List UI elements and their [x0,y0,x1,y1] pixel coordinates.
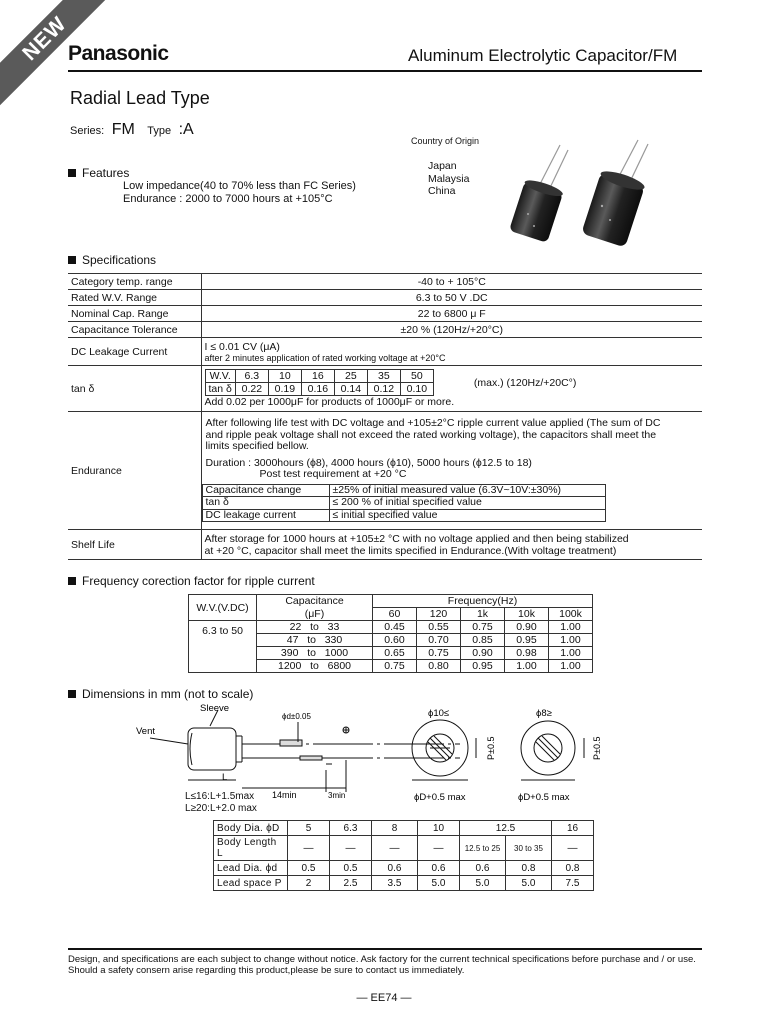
endurance-duration: Duration : 3000hours (ϕ8), 4000 hours (ϕ10), 5000 hours (ϕ12.5 to 18) [205,456,532,469]
dims-row: Body Dia. ϕD 5 6.3 8 10 12.5 16 [214,821,594,836]
freq-row: 6.3 to 50 22 to 33 0.45 0.55 0.75 0.90 1.00 [189,621,593,634]
header-rule [68,70,702,72]
specifications-table [68,273,702,560]
spec-label: Category temp. range [68,274,201,290]
spec-value: After storage for 1000 hours at +105±2 °C with no voltage applied and then being stabilized at +20 °C, capacitor shall meet the limits specified in Endurance.(With voltage treatment) [201,530,702,560]
features-list [123,180,356,206]
lead-dia-label: ϕd±0.05 [282,712,311,721]
series-value: FM [111,121,135,138]
length-tolerance-line: L≤16:L+1.5max [185,791,255,802]
phi8-label: ϕ8≥ [536,708,552,719]
dims-row: Lead Dia. ϕd 0.5 0.5 0.6 0.6 0.6 0.8 0.8 [214,861,594,876]
spec-row-dc-leakage [68,338,702,366]
spec-value: -40 to + 105°C [201,274,702,290]
origin-country: Malaysia [428,172,470,185]
spec-row [68,322,702,338]
length-tolerance-line: L≥20:L+2.0 max [185,803,257,814]
feature-line: Low impedance(40 to 70% less than FC Series) [123,180,356,192]
sleeve-label: Sleeve [200,703,230,714]
pitch-label-a: P±0.5 [486,736,496,760]
document-title: Aluminum Electrolytic Capacitor/FM [408,46,678,65]
length-tolerance [185,791,257,815]
dimensions-table [213,820,594,891]
tand-table: W.V. 6.3 10 16 25 35 50 tan δ 0.22 0.19 0.16 0.14 0.12 0.10 [205,369,434,396]
length-label: L [222,772,228,783]
spec-label: Endurance [68,412,201,530]
freq-wv-value: 6.3 to 50 [189,621,257,673]
frequency-heading: Frequency corection factor for ripple current [68,574,315,588]
series-line [70,121,194,139]
spec-label: Capacitance Tolerance [68,322,201,338]
dc-leak-formula: I ≤ 0.01 CV (μA) [204,340,280,353]
spec-label: Nominal Cap. Range [68,306,201,322]
endurance-text: After following life test with DC voltage and +105±2°C ripple current value applied (The sum of DC and ripple peak voltage shall not exceed the rated working voltage), the capacitors shall meet the limits specified bellow. [205,417,661,452]
tand-note: Add 0.02 per 1000μF for products of 1000μF or more. [204,396,455,408]
origin-country: China [428,185,456,197]
freq-cap-head: Capacitance [257,595,373,608]
spec-row [68,290,702,306]
spec-value [201,338,702,366]
dimensions-heading: Dimensions in mm (not to scale) [68,687,253,701]
specifications-heading: Specifications [68,253,156,267]
body-dia-right-label: ϕD+0.5 max [518,792,570,803]
spec-row-tand [68,366,702,412]
tand-condition: (max.) (120Hz/+20C°) [473,376,577,389]
three-min-label: 3min [328,791,346,800]
footer-rule [68,948,702,950]
origin-list [428,160,469,198]
spec-value: 6.3 to 50 V .DC [201,290,702,306]
endurance-grid: Capacitance change ±25% of initial measured value (6.3V~10V:±30%) tan δ ≤ 200 % of initial specified value DC leakage current ≤ initial specified value [202,484,606,523]
freq-wv-head: W.V.(V.DC) [189,595,257,621]
brand-logo: Panasonic [68,42,169,65]
phi10-label: ϕ10≤ [428,708,450,719]
disclaimer: Design, and specifications are each subject to change without notice. Ask factory for the current technical specifications before purchase and / or use. Should a safety consern arise regarding this product,please be sure to contact us immediately. [68,954,696,976]
dims-row: Lead space P 2 2.5 3.5 5.0 5.0 5.0 7.5 [214,876,594,891]
spec-value: 22 to 6800 μ F [201,306,702,322]
tand-head: tan δ [205,383,235,396]
type-label: Type [147,125,172,137]
spec-label: DC Leakage Current [68,338,201,366]
lead-min-label: 14min [272,790,297,800]
spec-value [201,366,702,412]
spec-value [201,412,702,530]
frequency-table: W.V.(V.DC) Capacitance Frequency(Hz) (μF) 60 120 1k 10k 100k 6.3 to 50 22 to 33 0.45 0.55 0.75 0.90 1.00 47 to 330 0.60 0.70 0.85 0.95 1.00 390 to 1000 0.65 0.75 0.90 0.98 1.00 1200 to 6800 0.75 0.80 0.95 1.00 1.00 [188,594,593,673]
origin-label: Country of Origin [411,136,480,146]
series-label: Series: [70,125,105,137]
endurance-post: Post test requirement at +20 °C [259,468,407,480]
dc-leak-condition: after 2 minutes application of rated working voltage at +20°C [204,352,446,363]
capacitor-photo [498,140,668,255]
freq-head: Frequency(Hz) [373,595,593,608]
type-value: :A [178,121,194,138]
new-ribbon: NEW [0,0,116,110]
spec-label: Shelf Life [68,530,201,560]
sub-title: Radial Lead Type [70,88,210,108]
features-heading: Features [68,166,129,180]
pitch-label-b: P±0.5 [592,736,602,760]
tand-head: W.V. [205,370,235,383]
dims-row: Body Length L — — — — 12.5 to 25 30 to 35 — [214,836,594,861]
spec-row-endurance [68,412,702,530]
vent-label: Vent [136,726,156,737]
body-dia-left-label: ϕD+0.5 max [414,792,466,803]
page-number: — EE74 — [356,992,412,1004]
freq-row: 1200 to 6800 0.75 0.80 0.95 1.00 1.00 [189,660,593,673]
spec-value: ±20 % (120Hz/+20°C) [201,322,702,338]
origin-country: Japan [428,160,457,172]
spec-row [68,274,702,290]
freq-cap-unit: (μF) [257,608,373,621]
spec-row [68,306,702,322]
spec-row-shelf-life [68,530,702,560]
freq-row: 390 to 1000 0.65 0.75 0.90 0.98 1.00 [189,647,593,660]
freq-row: 47 to 330 0.60 0.70 0.85 0.95 1.00 [189,634,593,647]
spec-label: Rated W.V. Range [68,290,201,306]
feature-line: Endurance : 2000 to 7000 hours at +105°C [123,193,333,205]
spec-label: tan δ [68,366,201,412]
